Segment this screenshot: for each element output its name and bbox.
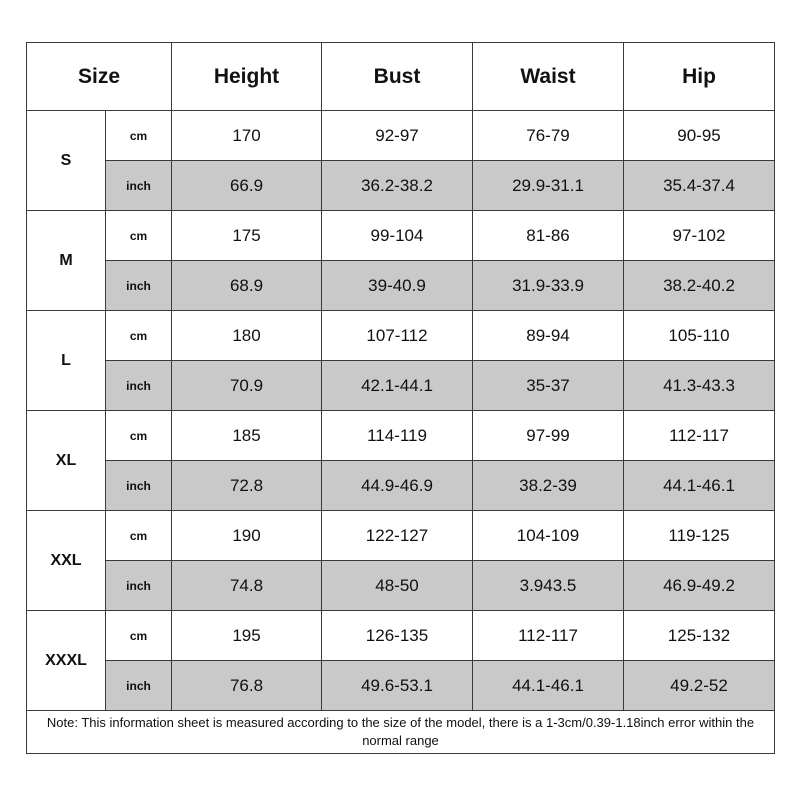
waist-cm-value: 104-109 [473, 511, 624, 561]
waist-cm-value: 112-117 [473, 611, 624, 661]
header-bust: Bust [322, 43, 473, 111]
bust-inch-value: 36.2-38.2 [322, 161, 473, 211]
size-label: XXXL [27, 611, 106, 711]
table-row [27, 561, 775, 611]
waist-inch-value: 29.9-31.1 [473, 161, 624, 211]
header-size: Size [27, 43, 172, 111]
table-row [27, 211, 775, 261]
bust-inch-value: 42.1-44.1 [322, 361, 473, 411]
bust-cm-value: 114-119 [322, 411, 473, 461]
waist-inch-value: 31.9-33.9 [473, 261, 624, 311]
table-row [27, 611, 775, 661]
hip-cm-value: 119-125 [624, 511, 775, 561]
unit-label-cm: cm [106, 411, 172, 461]
hip-inch-value: 35.4-37.4 [624, 161, 775, 211]
bust-cm-value: 107-112 [322, 311, 473, 361]
unit-label-inch: inch [106, 661, 172, 711]
height-cm-value: 195 [172, 611, 322, 661]
unit-label-inch: inch [106, 361, 172, 411]
table-row [27, 661, 775, 711]
size-label: XXL [27, 511, 106, 611]
note-row [27, 711, 775, 754]
bust-cm-value: 126-135 [322, 611, 473, 661]
unit-label-inch: inch [106, 161, 172, 211]
height-cm-value: 175 [172, 211, 322, 261]
height-inch-value: 76.8 [172, 661, 322, 711]
height-inch-value: 70.9 [172, 361, 322, 411]
table-row [27, 461, 775, 511]
hip-inch-value: 46.9-49.2 [624, 561, 775, 611]
hip-inch-value: 38.2-40.2 [624, 261, 775, 311]
waist-inch-value: 38.2-39 [473, 461, 624, 511]
unit-label-cm: cm [106, 111, 172, 161]
bust-cm-value: 92-97 [322, 111, 473, 161]
hip-cm-value: 90-95 [624, 111, 775, 161]
hip-inch-value: 41.3-43.3 [624, 361, 775, 411]
size-chart-table [26, 42, 775, 754]
waist-cm-value: 97-99 [473, 411, 624, 461]
size-label: XL [27, 411, 106, 511]
waist-cm-value: 89-94 [473, 311, 624, 361]
height-cm-value: 170 [172, 111, 322, 161]
chart-body [27, 111, 775, 711]
unit-label-cm: cm [106, 511, 172, 561]
header-height: Height [172, 43, 322, 111]
height-inch-value: 72.8 [172, 461, 322, 511]
size-label: L [27, 311, 106, 411]
table-row [27, 261, 775, 311]
waist-inch-value: 44.1-46.1 [473, 661, 624, 711]
bust-cm-value: 99-104 [322, 211, 473, 261]
unit-label-inch: inch [106, 261, 172, 311]
bust-cm-value: 122-127 [322, 511, 473, 561]
unit-label-cm: cm [106, 611, 172, 661]
height-cm-value: 185 [172, 411, 322, 461]
header-row [27, 43, 775, 111]
table-row [27, 361, 775, 411]
waist-inch-value: 35-37 [473, 361, 624, 411]
hip-cm-value: 112-117 [624, 411, 775, 461]
size-label: S [27, 111, 106, 211]
table-row [27, 411, 775, 461]
bust-inch-value: 39-40.9 [322, 261, 473, 311]
height-cm-value: 190 [172, 511, 322, 561]
hip-cm-value: 105-110 [624, 311, 775, 361]
waist-cm-value: 81-86 [473, 211, 624, 261]
header-waist: Waist [473, 43, 624, 111]
waist-inch-value: 3.943.5 [473, 561, 624, 611]
hip-inch-value: 49.2-52 [624, 661, 775, 711]
unit-label-cm: cm [106, 211, 172, 261]
table-row [27, 511, 775, 561]
height-cm-value: 180 [172, 311, 322, 361]
unit-label-inch: inch [106, 461, 172, 511]
unit-label-inch: inch [106, 561, 172, 611]
bust-inch-value: 48-50 [322, 561, 473, 611]
table-row [27, 161, 775, 211]
table-row [27, 311, 775, 361]
size-label: M [27, 211, 106, 311]
note-text: Note: This information sheet is measured according to the size of the model, there is a 1-3cm/0.39-1.18inch error within the normal range [27, 711, 775, 754]
header-hip: Hip [624, 43, 775, 111]
table-row [27, 111, 775, 161]
height-inch-value: 66.9 [172, 161, 322, 211]
height-inch-value: 68.9 [172, 261, 322, 311]
bust-inch-value: 49.6-53.1 [322, 661, 473, 711]
hip-cm-value: 97-102 [624, 211, 775, 261]
hip-inch-value: 44.1-46.1 [624, 461, 775, 511]
bust-inch-value: 44.9-46.9 [322, 461, 473, 511]
waist-cm-value: 76-79 [473, 111, 624, 161]
height-inch-value: 74.8 [172, 561, 322, 611]
hip-cm-value: 125-132 [624, 611, 775, 661]
unit-label-cm: cm [106, 311, 172, 361]
